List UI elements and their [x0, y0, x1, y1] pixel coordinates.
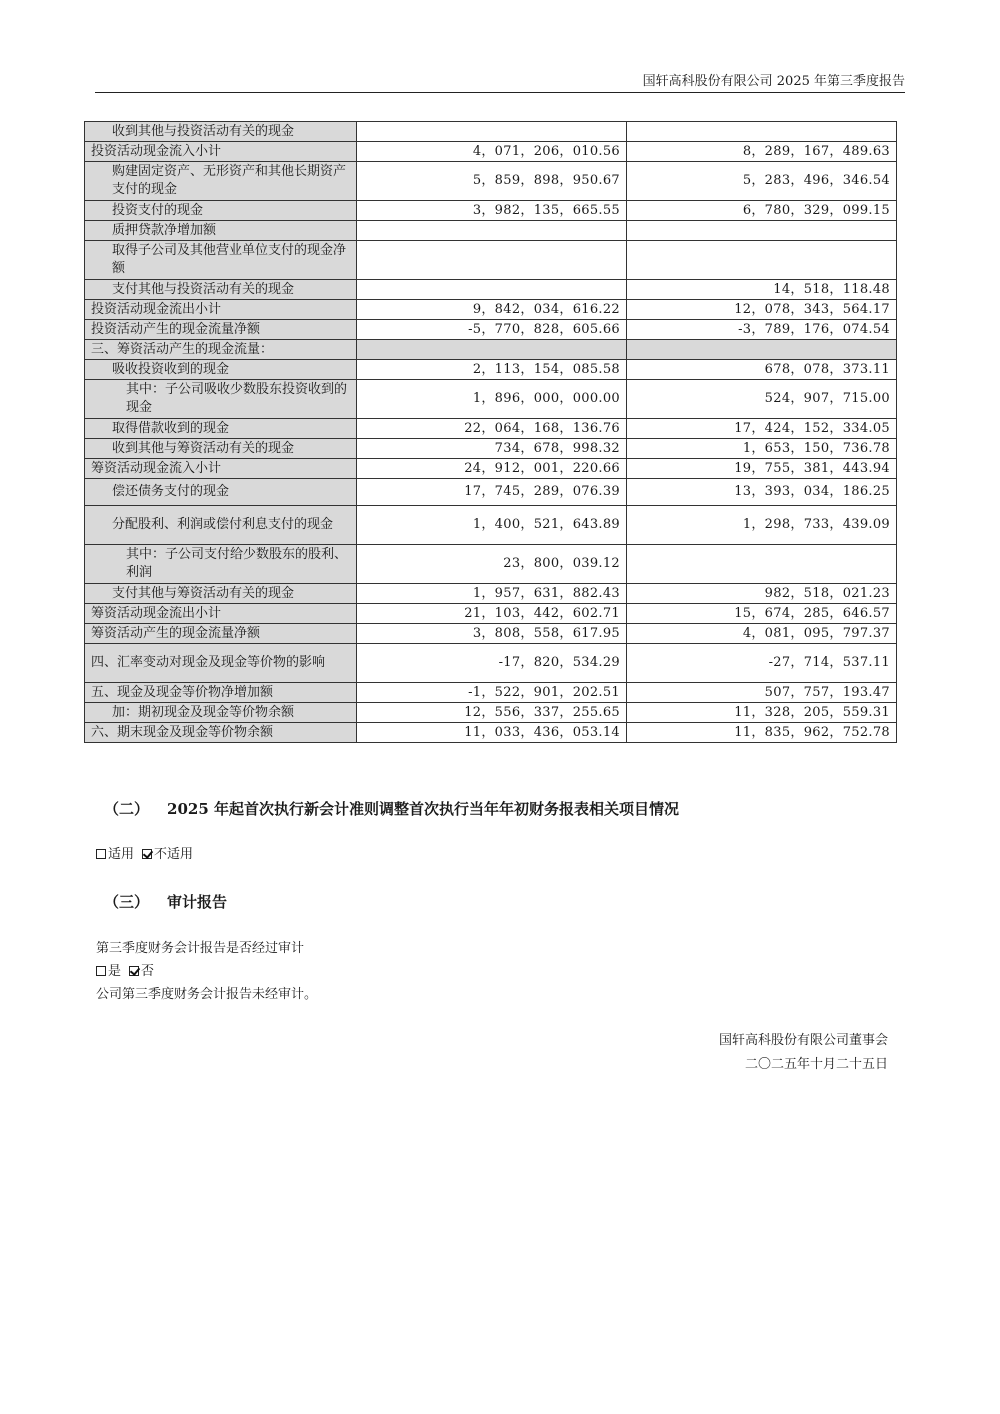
report-title: 国轩高科股份有限公司 2025 年第三季度报告 [642, 74, 905, 89]
row-label: 收到其他与筹资活动有关的现金 [85, 439, 357, 459]
table-row [85, 459, 897, 479]
cash-flow-table [84, 121, 897, 743]
previous-period-value: 524，907，715.00 [627, 380, 897, 419]
checkbox-yes[interactable] [96, 966, 106, 976]
previous-period-value: 982，518，021.23 [627, 584, 897, 604]
previous-period-value: 17，424，152，334.05 [627, 419, 897, 439]
cash-flow-table-body [85, 122, 897, 743]
previous-period-value [627, 221, 897, 241]
current-period-value: 4，071，206，010.56 [357, 142, 627, 162]
previous-period-value: -27，714，537.11 [627, 644, 897, 683]
current-period-value: 734，678，998.32 [357, 439, 627, 459]
table-row [85, 380, 897, 419]
page-header [95, 72, 905, 93]
previous-period-value: 678，078，373.11 [627, 360, 897, 380]
row-label: 投资支付的现金 [85, 201, 357, 221]
previous-period-value: 507，757，193.47 [627, 683, 897, 703]
current-period-value: 11，033，436，053.14 [357, 723, 627, 743]
current-period-value: -1，522，901，202.51 [357, 683, 627, 703]
row-label: 分配股利、利润或偿付利息支付的现金 [85, 506, 357, 545]
table-row [85, 320, 897, 340]
current-period-value [357, 122, 627, 142]
section-3-heading [104, 892, 227, 912]
current-period-value: -17，820，534.29 [357, 644, 627, 683]
table-row [85, 624, 897, 644]
current-period-value: 23，800，039.12 [357, 545, 627, 584]
table-row [85, 221, 897, 241]
checkbox-applicable[interactable] [96, 849, 106, 859]
section-2-heading [104, 799, 679, 819]
row-label: 其中：子公司吸收少数股东投资收到的现金 [85, 380, 357, 419]
previous-period-value: 15，674，285，646.57 [627, 604, 897, 624]
row-label: 取得借款收到的现金 [85, 419, 357, 439]
table-row [85, 584, 897, 604]
current-period-value: 24，912，001，220.66 [357, 459, 627, 479]
table-row [85, 644, 897, 683]
previous-period-value: 11，835，962，752.78 [627, 723, 897, 743]
current-period-value: -5，770，828，605.66 [357, 320, 627, 340]
table-row [85, 280, 897, 300]
section-3-number: （三） [104, 893, 150, 911]
table-row [85, 142, 897, 162]
previous-period-value: 19，755，381，443.94 [627, 459, 897, 479]
row-label: 支付其他与投资活动有关的现金 [85, 280, 357, 300]
table-row [85, 439, 897, 459]
current-period-value: 12，556，337，255.65 [357, 703, 627, 723]
current-period-value [357, 340, 627, 360]
option-applicable-label: 适用 [108, 847, 135, 862]
current-period-value: 1，896，000，000.00 [357, 380, 627, 419]
table-row [85, 419, 897, 439]
current-period-value [357, 280, 627, 300]
current-period-value: 5，859，898，950.67 [357, 162, 627, 201]
table-row [85, 604, 897, 624]
row-label: 支付其他与筹资活动有关的现金 [85, 584, 357, 604]
option-not-applicable-label: 不适用 [154, 847, 194, 862]
row-label: 四、汇率变动对现金及现金等价物的影响 [85, 644, 357, 683]
table-row [85, 683, 897, 703]
section-2-title: 2025 年起首次执行新会计准则调整首次执行当年年初财务报表相关项目情况 [167, 800, 679, 818]
table-row [85, 201, 897, 221]
section-2-number: （二） [104, 800, 150, 818]
table-row [85, 122, 897, 142]
row-label: 筹资活动现金流出小计 [85, 604, 357, 624]
row-label: 收到其他与投资活动有关的现金 [85, 122, 357, 142]
section-3-title: 审计报告 [167, 893, 228, 911]
previous-period-value [627, 122, 897, 142]
current-period-value: 1，400，521，643.89 [357, 506, 627, 545]
row-label: 三、筹资活动产生的现金流量： [85, 340, 357, 360]
current-period-value: 17，745，289，076.39 [357, 479, 627, 506]
audit-options [96, 963, 154, 981]
previous-period-value: 13，393，034，186.25 [627, 479, 897, 506]
table-row [85, 241, 897, 280]
row-label: 筹资活动产生的现金流量净额 [85, 624, 357, 644]
table-row [85, 479, 897, 506]
previous-period-value: 1，653，150，736.78 [627, 439, 897, 459]
signature-date: 二〇二五年十月二十五日 [744, 1057, 888, 1072]
option-no-label: 否 [141, 964, 155, 979]
audit-question: 第三季度财务会计报告是否经过审计 [96, 941, 305, 956]
previous-period-value: 12，078，343，564.17 [627, 300, 897, 320]
previous-period-value: 6，780，329，099.15 [627, 201, 897, 221]
current-period-value: 3，982，135，665.55 [357, 201, 627, 221]
table-row [85, 545, 897, 584]
table-row [85, 703, 897, 723]
audit-conclusion: 公司第三季度财务会计报告未经审计。 [96, 987, 318, 1002]
current-period-value: 21，103，442，602.71 [357, 604, 627, 624]
previous-period-value [627, 340, 897, 360]
table-row [85, 300, 897, 320]
row-label: 投资活动现金流出小计 [85, 300, 357, 320]
table-row [85, 162, 897, 201]
row-label: 偿还债务支付的现金 [85, 479, 357, 506]
row-label: 其中：子公司支付给少数股东的股利、利润 [85, 545, 357, 584]
row-label: 质押贷款净增加额 [85, 221, 357, 241]
row-label: 加：期初现金及现金等价物余额 [85, 703, 357, 723]
row-label: 五、现金及现金等价物净增加额 [85, 683, 357, 703]
row-label: 投资活动产生的现金流量净额 [85, 320, 357, 340]
previous-period-value: 5，283，496，346.54 [627, 162, 897, 201]
previous-period-value [627, 241, 897, 280]
current-period-value [357, 241, 627, 280]
row-label: 筹资活动现金流入小计 [85, 459, 357, 479]
previous-period-value: 1，298，733，439.09 [627, 506, 897, 545]
previous-period-value: -3，789，176，074.54 [627, 320, 897, 340]
table-row [85, 723, 897, 743]
previous-period-value: 8，289，167，489.63 [627, 142, 897, 162]
table-row [85, 506, 897, 545]
row-label: 取得子公司及其他营业单位支付的现金净额 [85, 241, 357, 280]
previous-period-value: 14，518，118.48 [627, 280, 897, 300]
current-period-value [357, 221, 627, 241]
table-row [85, 340, 897, 360]
section-2-options [96, 846, 193, 864]
table-row [85, 360, 897, 380]
current-period-value: 2，113，154，085.58 [357, 360, 627, 380]
previous-period-value [627, 545, 897, 584]
checkbox-no[interactable] [129, 966, 139, 976]
row-label: 吸收投资收到的现金 [85, 360, 357, 380]
row-label: 六、期末现金及现金等价物余额 [85, 723, 357, 743]
current-period-value: 22，064，168，136.76 [357, 419, 627, 439]
current-period-value: 9，842，034，616.22 [357, 300, 627, 320]
row-label: 投资活动现金流入小计 [85, 142, 357, 162]
checkbox-not-applicable[interactable] [142, 849, 152, 859]
previous-period-value: 11，328，205，559.31 [627, 703, 897, 723]
current-period-value: 3，808，558，617.95 [357, 624, 627, 644]
row-label: 购建固定资产、无形资产和其他长期资产支付的现金 [85, 162, 357, 201]
signature-organization: 国轩高科股份有限公司董事会 [718, 1033, 888, 1048]
previous-period-value: 4，081，095，797.37 [627, 624, 897, 644]
option-yes-label: 是 [108, 964, 122, 979]
current-period-value: 1，957，631，882.43 [357, 584, 627, 604]
